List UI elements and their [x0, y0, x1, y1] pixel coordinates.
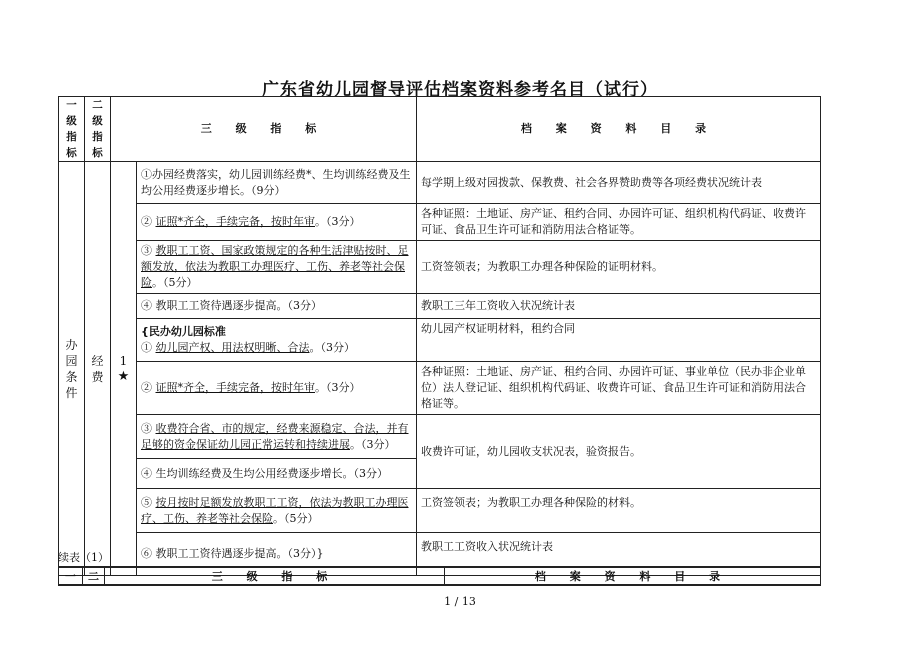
- table-row: [59, 294, 821, 319]
- indicator-cell: ⑥ 教职工工资待遇逐步提高。（3分）}: [137, 533, 417, 576]
- continued-header-archive: 档 案 资 料 目 录: [445, 567, 821, 585]
- indicator-cell: ② 证照*齐全，手续完备，按时年审。（3分）: [137, 204, 417, 241]
- indicator-cell: ⑤ 按月按时足额发放教职工工资，依法为教职工办理医疗、工伤、养老等社会保险。（5分）: [137, 489, 417, 533]
- archive-cell: 各种证照：土地证、房产证、租约合同、办园许可证、事业单位（民办非企业单位）法人登记证、组织机构代码证、收费许可证、食品卫生许可证和消防用法合格证等。: [417, 362, 821, 415]
- table-row: [59, 204, 821, 241]
- archive-cell: 工资签领表；为教职工办理各种保险的材料。: [417, 489, 821, 533]
- archive-cell: 每学期上级对园拨款、保教费、社会各界赞助费等各项经费状况统计表: [417, 162, 821, 204]
- continued-label: 续表（1）: [58, 551, 109, 564]
- indicator-cell: ③ 教职工工资、国家政策规定的各种生活津贴按时、足额发放，依法为教职工办理医疗、工伤、养老等社会保险。（5分）: [137, 241, 417, 294]
- archive-cell: 教职工三年工资收入状况统计表: [417, 294, 821, 319]
- indicator-cell: {民办幼儿园标准 ① 幼儿园产权、用法权明晰、合法。（3分）: [137, 319, 417, 362]
- level1-category: 办 园 条 件: [59, 162, 85, 576]
- star-icon: ★: [117, 368, 130, 384]
- item-number: 1 ★: [111, 162, 137, 576]
- continued-header-level2: 二: [83, 567, 105, 585]
- indicator-cell: ④ 教职工工资待遇逐步提高。（3分）: [137, 294, 417, 319]
- continued-header-level1: 一: [59, 567, 83, 585]
- archive-cell: 教职工工资收入状况统计表: [417, 533, 821, 576]
- indicator-cell: ② 证照*齐全，手续完备，按时年审。（3分）: [137, 362, 417, 415]
- archive-cell: 工资签领表；为教职工办理各种保险的证明材料。: [417, 241, 821, 294]
- archive-cell: 收费许可证，幼儿园收支状况表，验资报告。: [417, 415, 821, 489]
- indicator-cell: ③ 收费符合省、市的规定，经费来源稳定、合法，并有足够的资金保证幼儿园正常运转和持续进展。（3分）: [137, 415, 417, 459]
- header-level3: 三 级 指 标: [111, 97, 417, 162]
- table-row: [59, 489, 821, 533]
- table-header-row: [59, 567, 821, 585]
- header-level1: 一 级 指 标: [59, 97, 85, 162]
- page-number: 1 / 13: [444, 595, 476, 608]
- continued-table-header: [58, 566, 821, 586]
- continued-header-level3: 三 级 指 标: [105, 567, 445, 585]
- document-title: 广东省幼儿园督导评估档案资料参考名目（试行）: [262, 80, 658, 100]
- header-archive: 档 案 资 料 目 录: [417, 97, 821, 162]
- archive-cell: 各种证照：土地证、房产证、租约合同、办园许可证、组织机构代码证、收费许可证、食品卫生许可证和消防用法合格证等。: [417, 204, 821, 241]
- header-level2: 二 级 指 标: [85, 97, 111, 162]
- level2-category: 经 费: [85, 162, 111, 576]
- private-kindergarten-section-label: {民办幼儿园标准: [141, 325, 226, 338]
- table-row: [59, 319, 821, 362]
- table-header-row: [59, 97, 821, 162]
- indicator-cell: ④ 生均训练经费及生均公用经费逐步增长。（3分）: [137, 459, 417, 489]
- archive-cell: 幼儿园产权证明材料，租约合同: [417, 319, 821, 362]
- table-row: [59, 362, 821, 415]
- table-row: [59, 415, 821, 459]
- criteria-table: [58, 96, 821, 576]
- table-row: [59, 241, 821, 294]
- table-row: [59, 162, 821, 204]
- indicator-cell: ①办园经费落实，幼儿园训练经费*、生均训练经费及生均公用经费逐步增长。（9分）: [137, 162, 417, 204]
